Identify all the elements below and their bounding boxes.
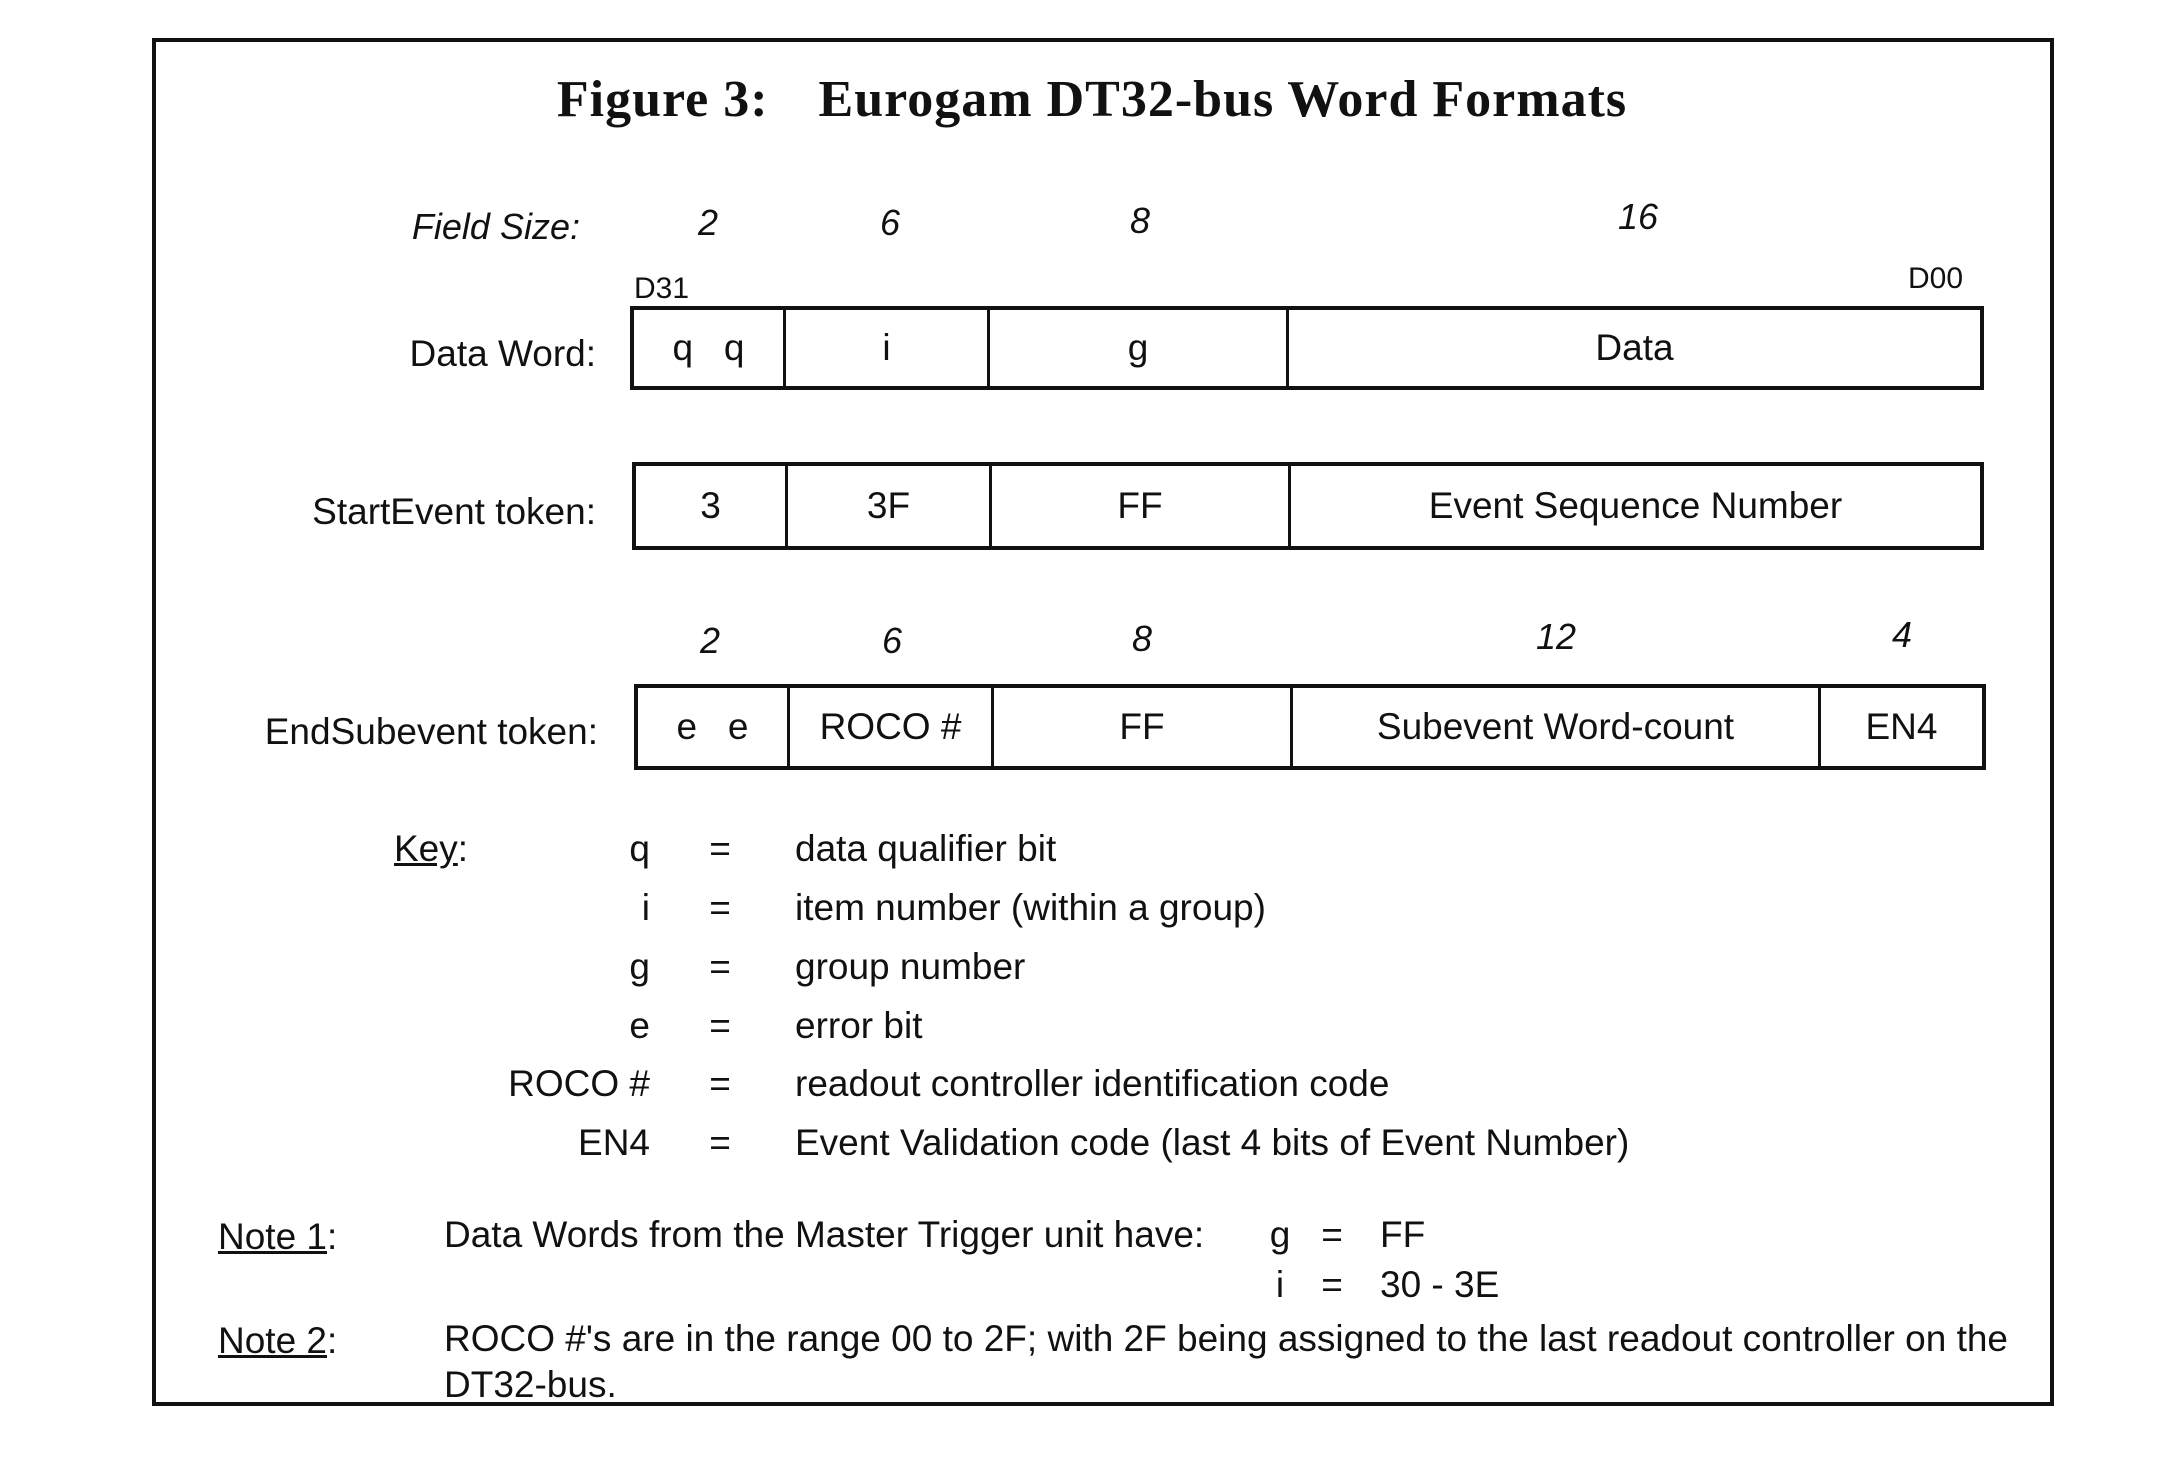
bit-label-lsb: D00 bbox=[1908, 262, 1964, 295]
field-size-value: 2 bbox=[697, 202, 719, 243]
end-subevent-label: EndSubevent token: bbox=[264, 711, 598, 752]
field-cell: FF bbox=[992, 466, 1291, 546]
field-size-value: 8 bbox=[1131, 618, 1153, 659]
field-size-value: 12 bbox=[1535, 616, 1577, 657]
key-symbol: e bbox=[629, 1005, 650, 1046]
key-description: item number (within a group) bbox=[795, 887, 1266, 928]
note-1-equals: = bbox=[1321, 1264, 1343, 1305]
field-size-value: 6 bbox=[881, 620, 903, 661]
key-equals: = bbox=[709, 887, 731, 928]
note-1-label: Note 1: bbox=[218, 1216, 338, 1257]
note-1-value-text: 30 - 3E bbox=[1380, 1264, 1500, 1305]
field-size-label: Field Size: bbox=[411, 206, 580, 247]
field-cell: Subevent Word-count bbox=[1293, 688, 1821, 766]
data-word-label: Data Word: bbox=[409, 333, 596, 374]
key-heading: Key: bbox=[394, 828, 469, 869]
field-size-value: 16 bbox=[1617, 196, 1659, 237]
note-1-symbol: g bbox=[1269, 1214, 1291, 1255]
field-cell: FF bbox=[994, 688, 1293, 766]
figure-title bbox=[0, 70, 2184, 129]
key-description: readout controller identification code bbox=[795, 1063, 1390, 1104]
note-1-symbol: i bbox=[1275, 1264, 1285, 1305]
note-1-equals: = bbox=[1321, 1214, 1343, 1255]
field-cell: e e bbox=[638, 688, 790, 766]
field-size-value: 6 bbox=[879, 202, 901, 243]
key-equals: = bbox=[709, 1005, 731, 1046]
key-symbol: EN4 bbox=[578, 1122, 650, 1163]
field-cell: g bbox=[990, 310, 1289, 386]
key-equals: = bbox=[709, 946, 731, 987]
note-2-label: Note 2: bbox=[218, 1320, 338, 1361]
key-equals: = bbox=[709, 828, 731, 869]
note-1-text: Data Words from the Master Trigger unit have: bbox=[444, 1214, 1205, 1255]
field-cell: ROCO # bbox=[790, 688, 994, 766]
field-cell: 3 bbox=[636, 466, 788, 546]
field-cell: Data bbox=[1595, 327, 1674, 368]
start-event-label: StartEvent token: bbox=[312, 491, 596, 532]
figure-caption: Eurogam DT32-bus Word Formats bbox=[818, 71, 1628, 128]
field-cell: q q bbox=[634, 310, 786, 386]
field-size-value: 8 bbox=[1129, 200, 1151, 241]
note-1-value-text: FF bbox=[1380, 1214, 1426, 1255]
figure-number: Figure 3: bbox=[556, 71, 769, 128]
field-cell: 3F bbox=[788, 466, 992, 546]
key-symbol: g bbox=[629, 946, 650, 987]
field-size-value: 4 bbox=[1891, 614, 1913, 655]
data-word-fields bbox=[630, 306, 1984, 390]
key-symbol: q bbox=[629, 828, 650, 869]
bit-label-msb: D31 bbox=[634, 272, 690, 305]
start-event-fields bbox=[632, 462, 1984, 550]
key-description: group number bbox=[795, 946, 1026, 987]
key-symbol: i bbox=[641, 887, 650, 928]
note-2-text: ROCO #'s are in the range 00 to 2F; with 2F being assigned to the last readout controller on the DT32-bus. bbox=[444, 1318, 2009, 1405]
field-cell: EN4 bbox=[1865, 706, 1938, 747]
key-description: error bit bbox=[795, 1005, 923, 1046]
key-equals: = bbox=[709, 1122, 731, 1163]
end-subevent-fields bbox=[634, 684, 1986, 770]
field-size-value: 2 bbox=[699, 620, 721, 661]
key-description: data qualifier bit bbox=[795, 828, 1057, 869]
key-symbol: ROCO # bbox=[508, 1063, 650, 1104]
key-equals: = bbox=[709, 1063, 731, 1104]
field-cell: Event Sequence Number bbox=[1428, 485, 1843, 526]
field-cell: i bbox=[786, 310, 990, 386]
key-description: Event Validation code (last 4 bits of Event Number) bbox=[795, 1122, 1630, 1163]
